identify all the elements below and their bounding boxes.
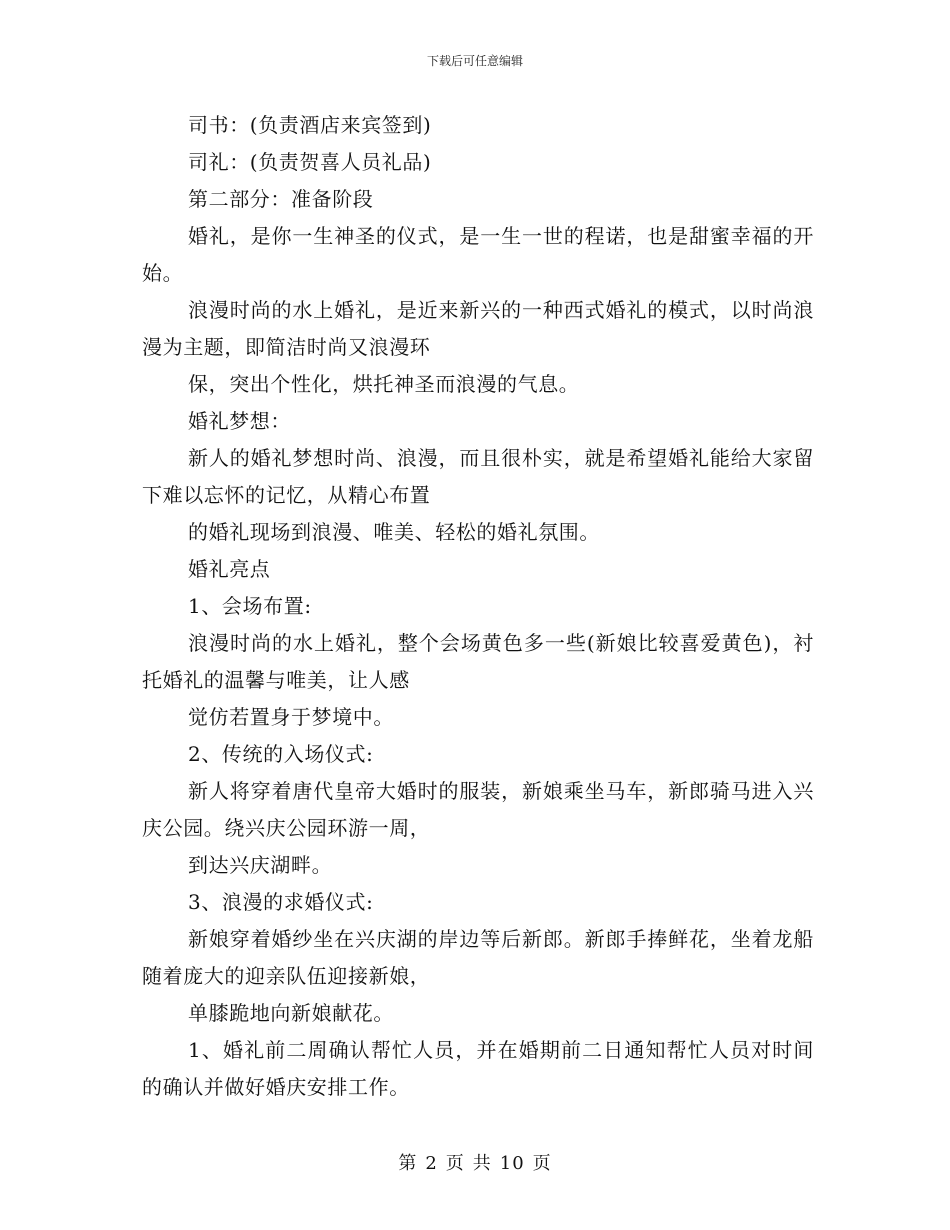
section-heading: 第二部分：准备阶段 bbox=[188, 187, 374, 211]
section-heading: 婚礼亮点 bbox=[188, 557, 271, 581]
paragraph: 浪漫时尚的水上婚礼，整个会场黄色多一些(新娘比较喜爱黄色)，衬托婚礼的温馨与唯美，让人感 bbox=[142, 631, 814, 692]
paragraph: 保，突出个性化，烘托神圣而浪漫的气息。 bbox=[188, 372, 580, 396]
footer-total-suffix: 页 bbox=[532, 1153, 552, 1174]
page-footer bbox=[0, 1152, 950, 1176]
paragraph: 新人的婚礼梦想时尚、浪漫，而且很朴实，就是希望婚礼能给大家留下难以忘怀的记忆，从精心布置 bbox=[142, 446, 814, 507]
total-pages-number: 10 bbox=[499, 1153, 525, 1174]
paragraph: 到达兴庆湖畔。 bbox=[188, 853, 333, 877]
paragraph: 浪漫时尚的水上婚礼，是近来新兴的一种西式婚礼的模式，以时尚浪漫为主题，即简洁时尚又浪漫环 bbox=[142, 298, 814, 359]
paragraph: 单膝跪地向新娘献花。 bbox=[188, 1001, 394, 1025]
paragraph: 司书：(负责酒店来宾签到) bbox=[188, 113, 432, 137]
header-note: 下载后可任意编辑 bbox=[426, 54, 523, 68]
paragraph: 觉仿若置身于梦境中。 bbox=[188, 705, 394, 729]
current-page-number: 2 bbox=[425, 1153, 438, 1174]
page-header bbox=[0, 53, 950, 69]
paragraph: 司礼：(负责贺喜人员礼品) bbox=[188, 150, 432, 174]
paragraph: 新人将穿着唐代皇帝大婚时的服装，新娘乘坐马车，新郎骑马进入兴庆公园。绕兴庆公园环游一周， bbox=[142, 779, 814, 840]
paragraph: 婚礼，是你一生神圣的仪式，是一生一世的程诺，也是甜蜜幸福的开始。 bbox=[142, 224, 814, 285]
footer-page-label: 页 bbox=[445, 1153, 465, 1174]
list-heading: 2、传统的入场仪式: bbox=[188, 742, 374, 766]
paragraph: 的婚礼现场到浪漫、唯美、轻松的婚礼氛围。 bbox=[188, 520, 600, 544]
paragraph: 1、婚礼前二周确认帮忙人员，并在婚期前二日通知帮忙人员对时间的确认并做好婚庆安排工作。 bbox=[142, 1038, 814, 1099]
footer-prefix: 第 bbox=[398, 1153, 418, 1174]
footer-total-label: 共 bbox=[472, 1153, 492, 1174]
document-body bbox=[142, 107, 814, 1106]
paragraph: 新娘穿着婚纱坐在兴庆湖的岸边等后新郎。新郎手捧鲜花，坐着龙船随着庞大的迎亲队伍迎接新娘， bbox=[142, 927, 814, 988]
list-heading: 3、浪漫的求婚仪式: bbox=[188, 890, 374, 914]
list-heading: 1、会场布置: bbox=[188, 594, 312, 618]
section-heading: 婚礼梦想： bbox=[188, 409, 291, 433]
